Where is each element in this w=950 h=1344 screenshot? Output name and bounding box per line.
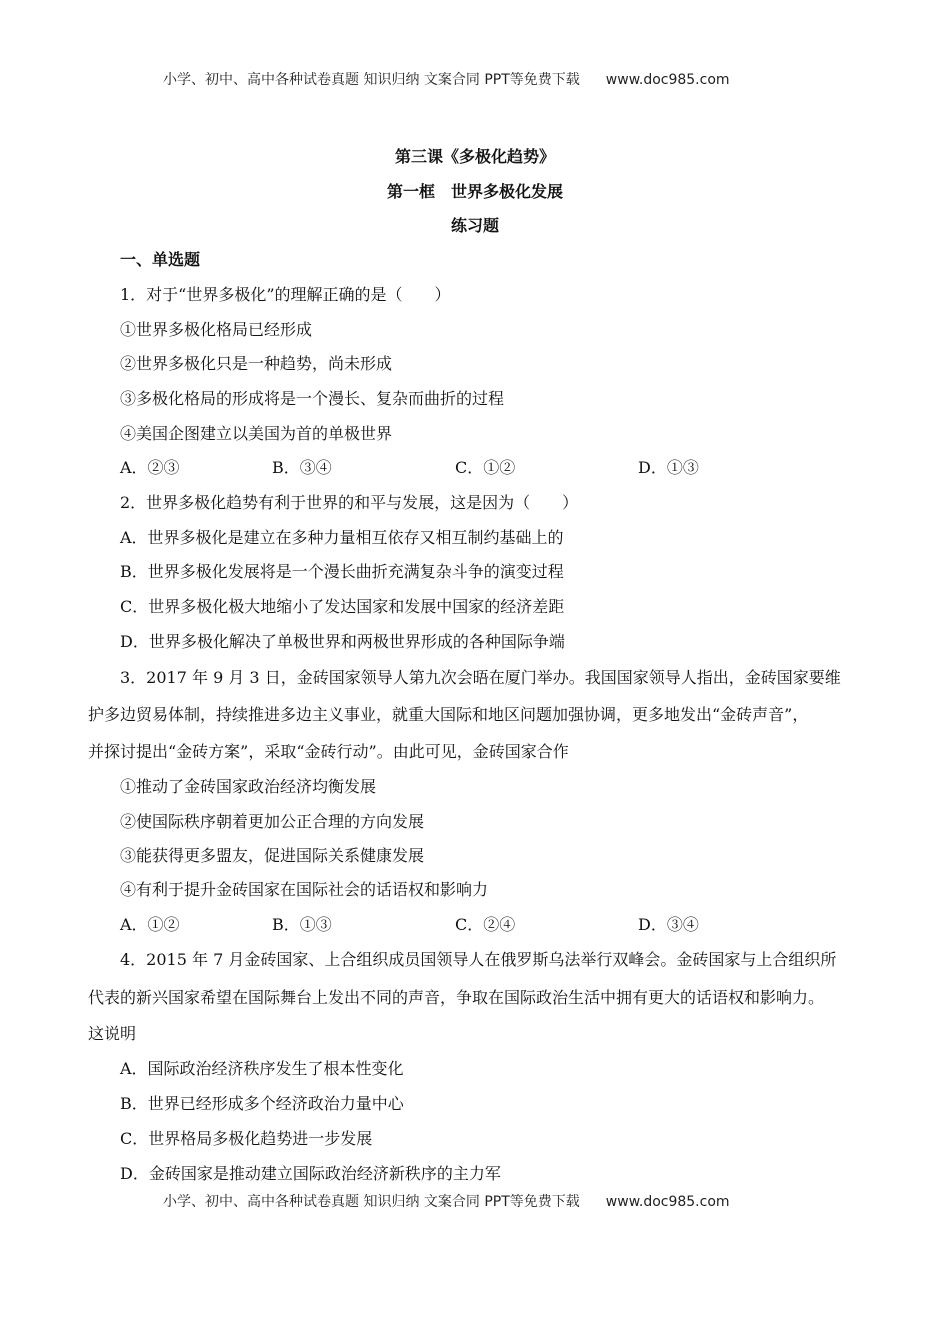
q4-option-c: C．世界格局多极化趋势进一步发展 <box>120 1129 373 1148</box>
q2-stem: 2．世界多极化趋势有利于世界的和平与发展，这是因为（ ） <box>120 493 579 512</box>
q4-stem-line: 4．2015 年 7 月金砖国家、上合组织成员国领导人在俄罗斯乌法举行双峰会。金砖国家与上合组织所 <box>120 950 837 969</box>
q3-option-a: A．①② <box>120 915 180 934</box>
q3-stem-line: 3．2017 年 9 月 3 日，金砖国家领导人第九次会晤在厦门举办。我国国家领导人指出，金砖国家要维 <box>120 668 841 687</box>
q1-statement: ①世界多极化格局已经形成 <box>120 320 313 339</box>
section-heading: 一、单选题 <box>120 250 201 269</box>
footer-banner-text: 小学、初中、高中各种试卷真题 知识归纳 文案合同 PPT等免费下载 <box>163 1194 580 1210</box>
q1-option-d: D．①③ <box>638 458 699 477</box>
footer-banner-site: www.doc985.com <box>605 1194 730 1210</box>
q3-statement: ①推动了金砖国家政治经济均衡发展 <box>120 777 377 796</box>
header-banner <box>163 70 730 90</box>
q1-statement: ④美国企图建立以美国为首的单极世界 <box>120 424 393 443</box>
q4-option-a: A．国际政治经济秩序发生了根本性变化 <box>120 1059 404 1078</box>
q3-option-d: D．③④ <box>638 915 699 934</box>
q2-option-a: A．世界多极化是建立在多种力量相互依存又相互制约基础上的 <box>120 528 564 547</box>
exercise-title: 练习题 <box>450 216 499 235</box>
q4-option-b: B．世界已经形成多个经济政治力量中心 <box>120 1094 404 1113</box>
q1-option-b: B．③④ <box>272 458 332 477</box>
banner-text: 小学、初中、高中各种试卷真题 知识归纳 文案合同 PPT等免费下载 <box>163 72 580 88</box>
q4-stem-line: 代表的新兴国家希望在国际舞台上发出不同的声音，争取在国际政治生活中拥有更大的话语权和影响力。 <box>88 988 825 1007</box>
q3-stem-line: 并探讨提出“金砖方案”，采取“金砖行动”。由此可见，金砖国家合作 <box>88 742 569 761</box>
q3-statement: ②使国际秩序朝着更加公正合理的方向发展 <box>120 812 425 831</box>
q2-option-d: D．世界多极化解决了单极世界和两极世界形成的各种国际争端 <box>120 632 565 651</box>
lesson-title: 第三课《多极化趋势》 <box>394 147 555 166</box>
q1-option-c: C．①② <box>455 458 516 477</box>
q3-option-c: C．②④ <box>455 915 516 934</box>
q1-statement: ②世界多极化只是一种趋势，尚未形成 <box>120 354 393 373</box>
footer-banner <box>163 1192 730 1212</box>
q1-stem: 1．对于“世界多极化”的理解正确的是（ ） <box>120 285 451 304</box>
q2-option-c: C．世界多极化极大地缩小了发达国家和发展中国家的经济差距 <box>120 597 565 616</box>
q3-option-b: B．①③ <box>272 915 332 934</box>
q1-option-a: A．②③ <box>120 458 180 477</box>
subsection-title: 第一框 世界多极化发展 <box>386 182 563 201</box>
q3-stem-line: 护多边贸易体制，持续推进多边主义事业，就重大国际和地区问题加强协调，更多地发出“金砖声音”， <box>88 705 809 724</box>
q4-stem-line: 这说明 <box>88 1024 137 1043</box>
q3-statement: ③能获得更多盟友，促进国际关系健康发展 <box>120 846 425 865</box>
banner-site: www.doc985.com <box>605 72 730 88</box>
q1-statement: ③多极化格局的形成将是一个漫长、复杂而曲折的过程 <box>120 389 505 408</box>
q2-option-b: B．世界多极化发展将是一个漫长曲折充满复杂斗争的演变过程 <box>120 562 564 581</box>
q4-option-d: D．金砖国家是推动建立国际政治经济新秩序的主力军 <box>120 1164 501 1183</box>
q3-statement: ④有利于提升金砖国家在国际社会的话语权和影响力 <box>120 880 489 899</box>
